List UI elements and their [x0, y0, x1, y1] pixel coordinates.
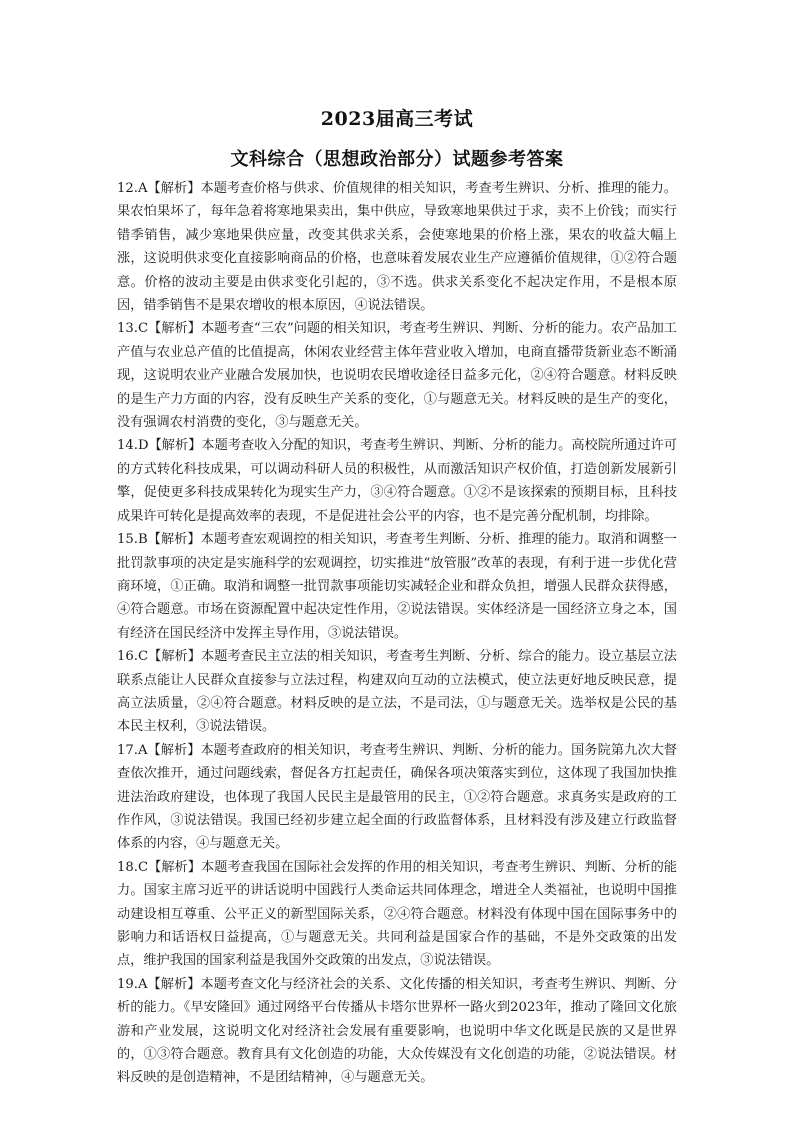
answer-label: 14.D — [117, 438, 149, 454]
page-subtitle: 文科综合（思想政治部分）试题参考答案 — [230, 149, 564, 170]
answer-item-14 — [117, 434, 677, 528]
answer-text: 【解析】本题考查价格与供求、价值规律的相关知识，考查考生辨识、分析、推理的能力。果农怕果坏了，每年急着将寒地果卖出，集中供应，导致寒地果供过于求，卖不上价钱；而实行错季销售，减少寒地果供应量，改变其供求关系，会使寒地果的价格上涨，果农的收益大幅上涨，这说明供求变化直接影响商品的价格，也意味着发展农业生产应遵循价值规律，①②符合题意。价格的波动主要是由供求变化引起的，③不选。供求关系变化不起决定作用，不是根本原因，错季销售不是果农增收的根本原因，④说法错误。 — [117, 181, 677, 314]
answer-text: 【解析】本题考查宏观调控的相关知识，考查考生判断、分析、推理的能力。取消和调整一批罚款事项的决定是实施科学的宏观调控，切实推进“放管服”改革的表现，有利于进一步优化营商环境，①正确。取消和调整一批罚款事项能切实减轻企业和群众负担，增强人民群众获得感，④符合题意。市场在资源配置中起决定性作用，②说法错误。实体经济是一国经济立身之本，国有经济在国民经济中发挥主导作用，③说法错误。 — [117, 532, 677, 641]
answer-label: 18.C — [117, 859, 149, 875]
answer-text: 【解析】本题考查民主立法的相关知识，考查考生判断、分析、综合的能力。设立基层立法联系点能让人民群众直接参与立法过程，构建双向互动的立法模式，使立法更好地反映民意，提高立法质量，②④符合题意。材料反映的是立法，不是司法，①与题意无关。选举权是公民的基本民主权利，③说法错误。 — [117, 649, 677, 735]
answer-text: 【解析】本题考查政府的相关知识，考查考生辨识、判断、分析的能力。国务院第九次大督查依次推开，通过问题线索，督促各方扛起责任，确保各项决策落实到位，这体现了我国加快推进法治政府建设，也体现了我国人民民主是最管用的民主，①②符合题意。求真务实是政府的工作作风，③说法错误。我国已经初步建立起全面的行政监督体系，且材料没有涉及建立行政监督体系的内容，④与题意无关。 — [117, 742, 677, 852]
answer-label: 19.A — [117, 976, 148, 992]
answer-item-15 — [117, 528, 677, 645]
answer-label: 15.B — [117, 532, 148, 548]
answer-text: 【解析】本题考查文化与经济社会的关系、文化传播的相关知识，考查考生辨识、判断、分析的能力。《早安隆回》通过网络平台传播从卡塔尔世界杯一路火到2023年，推动了隆回文化旅游和产业发展，这说明文化对经济社会发展有重要影响，也说明中华文化既是民族的又是世界的，①③符合题意。教育具有文化创造的功能，大众传媒没有文化创造的功能，②说法错误。材料反映的是创造精神，不是团结精神，④与题意无关。 — [117, 976, 677, 1086]
answer-item-16 — [117, 645, 677, 739]
answer-text: 【解析】本题考查收入分配的知识，考查考生辨识、判断、分析的能力。高校院所通过许可的方式转化科技成果，可以调动科研人员的积极性，从而激活知识产权价值，打造创新发展新引擎，促使更多科技成果转化为现实生产力，③④符合题意。①②不是该探索的预期目标，且科技成果许可转化是提高效率的表现，不是促进社会公平的内容，也不是完善分配机制，均排除。 — [117, 438, 677, 524]
answer-label: 12.A — [117, 181, 148, 196]
answer-label: 17.A — [117, 742, 148, 758]
answer-text: 【解析】本题考查“三农”问题的相关知识，考查考生辨识、判断、分析的能力。农产品加工产值与农业总产值的比值提高，休闲农业经营主体年营业收入增加，电商直播带货新业态不断涌现，这说明农业产业融合发展加快，也说明农民增收途径日益多元化，②④符合题意。材料反映的是生产力方面的内容，没有反映生产关系的变化，①与题意无关。材料反映的是生产的变化，没有强调农村消费的变化，③与题意无关。 — [117, 321, 677, 431]
answer-label: 16.C — [117, 649, 149, 665]
answer-label: 13.C — [117, 321, 149, 337]
answer-item-17 — [117, 739, 677, 856]
answer-item-19 — [117, 973, 677, 1090]
page-title: 2023届高三考试 — [320, 108, 474, 130]
answer-item-13 — [117, 317, 677, 434]
answer-item-12 — [117, 177, 677, 317]
answer-text: 【解析】本题考查我国在国际社会发挥的作用的相关知识，考查考生辨识、判断、分析的能力。国家主席习近平的讲话说明中国践行人类命运共同体理念，增进全人类福祉，也说明中国推动建设相互尊重、公平正义的新型国际关系，②④符合题意。材料没有体现中国在国际事务中的影响力和话语权日益提高，①与题意无关。共同利益是国家合作的基础，不是外交政策的出发点，维护我国的国家利益是我国外交政策的出发点，③说法错误。 — [117, 859, 677, 969]
answer-item-18 — [117, 856, 677, 973]
answer-list — [117, 177, 677, 1090]
